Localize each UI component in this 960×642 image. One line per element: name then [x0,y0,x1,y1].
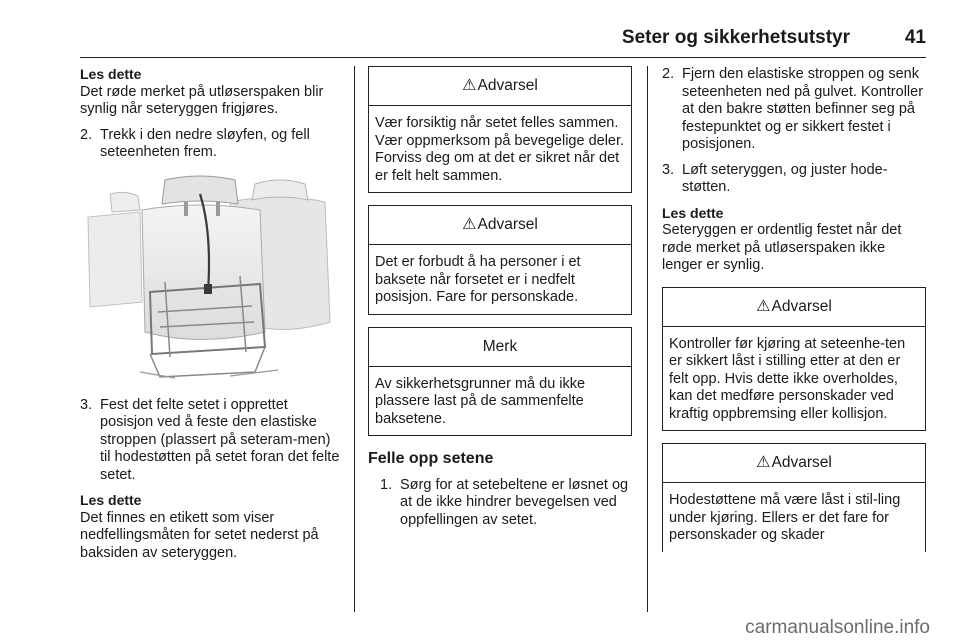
warning-box [368,205,632,315]
step-text: Fjern den elastiske stroppen og senk seteenheten ned på gulvet. Kontroller at den bakre støtten befinner seg på festepunktet og er sikkert festet i posisjonen. [682,66,924,152]
step-2 [662,66,926,154]
step-number: 3. [662,161,675,178]
warning-icon: ⚠ [756,297,771,315]
step-number: 3. [80,396,93,413]
header-rule [80,57,926,58]
note-box [368,327,632,437]
step-1 [380,477,632,530]
seat-illustration [80,172,338,385]
step-3 [662,162,926,197]
warning-box-header [663,444,925,483]
note-title: Les dette [80,492,142,508]
note-text: Det røde merket på utløserspaken blir synlig når seteryggen frigjøres. [80,83,324,117]
note-title: Les dette [80,66,142,82]
warning-box-title: Advarsel [771,297,832,315]
column-divider-1 [354,66,355,612]
note-text: Det finnes en etikett som viser nedfellingsmåten for setet nederst på baksiden av seteryggen. [80,509,319,561]
warning-box-header [369,206,631,245]
warning-box-text: Kontroller før kjøring at seteenhe-ten er sikkert låst i stilling etter at den er felt opp. Hvis dette ikke overholdes, kan det medføre personskader ved kraftig oppbremsing eller kollisjon. [669,335,906,422]
column-divider-2 [647,66,648,612]
warning-box-text: Det er forbudt å ha personer i et baksete når forsetet er i nedfelt posisjon. Fare for personskade. [375,254,581,305]
column-1 [80,66,342,562]
watermark: carmanualsonline.info [745,617,930,638]
column-2 [368,66,632,529]
step-text: Løft seteryggen, og juster hode-støtten. [682,161,888,195]
step-text: Sørg for at setebeltene er løsnet og at de ikke hindrer bevegelsen ved oppfellingen av setet. [400,476,629,528]
step-number: 1. [380,476,393,493]
step-2 [80,127,342,162]
warning-box-title: Advarsel [771,454,832,471]
warning-box-title: Advarsel [477,77,538,94]
section-title: Felle opp setene [368,450,494,467]
warning-box [662,287,926,432]
warning-box-title: Advarsel [477,216,538,233]
warning-box-header [369,67,631,106]
note-box-text: Av sikkerhetsgrunner må du ikke plassere last på de sammenfelte baksetene. [375,375,586,427]
warning-box [368,66,632,193]
warning-box-text: Vær forsiktig når setet felles sammen. Vær oppmerksom på bevegelige deler. Forviss deg om at det er sikret når det er felt helt sammen. [375,115,625,184]
warning-icon: ⚠ [462,216,477,233]
note-box-title: Merk [369,328,631,367]
step-text: Trekk i den nedre sløyfen, og fell seteenheten frem. [100,126,310,160]
step-number: 2. [662,66,675,82]
warning-box [662,443,926,552]
step-text: Fest det felte setet i opprettet posisjon ved å feste den elastiske stroppen (plassert på seteram-men) til hodestøtten på setet foran det felte setet. [100,396,340,483]
step-number: 2. [80,126,93,143]
warning-icon: ⚠ [756,454,771,471]
step-3 [80,397,342,485]
page-number: 41 [904,27,926,48]
warning-box-header [663,288,925,327]
warning-icon: ⚠ [462,77,477,94]
warning-box-text: Hodestøttene må være låst i stil-ling under kjøring. Ellers er det fare for personskader og skader [669,492,901,543]
page-header-title: Seter og sikkerhetsutstyr [621,27,850,48]
note-title: Les dette [662,204,724,221]
column-3 [662,66,926,552]
note-text: Seteryggen er ordentlig festet når det røde merket på utløserspaken ikke lenger er synlig. [662,222,902,273]
